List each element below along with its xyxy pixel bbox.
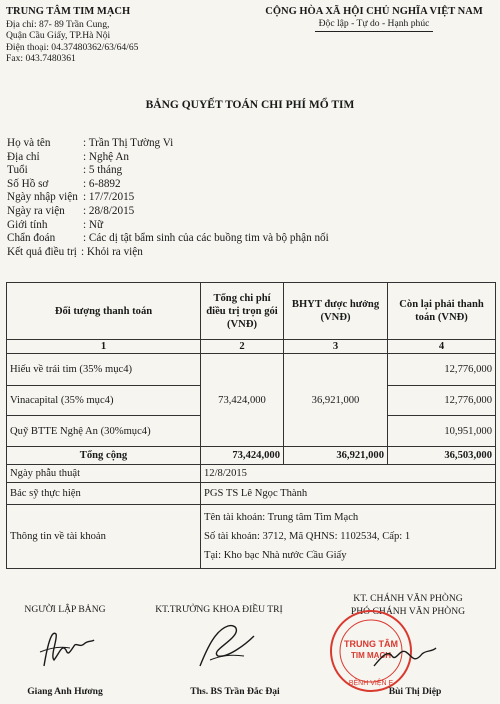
patient-row xyxy=(7,246,329,260)
patient-label: Số Hồ sơ xyxy=(7,177,49,190)
office-title2: PHÓ CHÁNH VĂN PHÒNG xyxy=(350,606,466,617)
surgery-date-value: 12/8/2015 xyxy=(201,465,496,483)
patient-label: Ngày nhập viện xyxy=(7,191,78,204)
payer-cell: Vinacapital (35% mục4) xyxy=(7,386,201,416)
remaining-cell: 12,776,000 xyxy=(388,354,496,386)
account-name: Tên tài khoản: Trung tâm Tim Mạch xyxy=(204,512,359,523)
nation-name: CỘNG HÒA XÃ HỘI CHỦ NGHĨA VIỆT NAM xyxy=(265,6,483,17)
surgery-date-row xyxy=(7,465,496,483)
account-bank: Tại: Kho bạc Nhà nước Cầu Giấy xyxy=(204,550,347,561)
payer-cell: Quỹ BTTE Nghệ An (30%mục4) xyxy=(7,416,201,447)
account-number: Số tài khoản: 3712, Mã QHNS: 1102534, Cấp: 1 xyxy=(204,531,411,542)
column-number: 3 xyxy=(284,340,388,354)
settlement-table xyxy=(6,282,496,569)
patient-label: Chẩn đoán xyxy=(7,232,56,245)
patient-value: : Trần Thị Tường Vi xyxy=(83,137,174,149)
surgery-date-label: Ngày phẫu thuật xyxy=(7,465,201,483)
total-label: Tổng cộng xyxy=(7,447,201,465)
patient-label: Kết quả điều trị xyxy=(7,245,77,258)
org-address-line1: Địa chỉ: 87- 89 Trần Cung, xyxy=(6,18,110,30)
doctor-label: Bác sỹ thực hiện xyxy=(7,483,201,505)
shared-total-cost: 73,424,000 xyxy=(201,354,284,447)
patient-label: Họ và tên xyxy=(7,137,51,149)
column-header: Còn lại phải thanh toán (VNĐ) xyxy=(388,283,496,340)
preparer-signature-icon xyxy=(36,622,96,672)
patient-row xyxy=(7,219,329,233)
remaining-cell: 12,776,000 xyxy=(388,386,496,416)
patient-value: : 6-8892 xyxy=(83,177,121,190)
patient-value: : 17/7/2015 xyxy=(83,191,135,204)
table-row xyxy=(7,354,496,386)
patient-row xyxy=(7,178,329,192)
column-number: 1 xyxy=(7,340,201,354)
head-name: Ths. BS Trần Đắc Đại xyxy=(190,686,280,697)
table-header-row xyxy=(7,283,496,340)
org-phone: Điện thoại: 04.37480362/63/64/65 xyxy=(6,41,139,53)
total-row xyxy=(7,447,496,465)
patient-row xyxy=(7,205,329,219)
account-label: Thông tin về tài khoản xyxy=(7,505,201,569)
column-number-row xyxy=(7,340,496,354)
column-header: Tổng chi phí điều trị trọn gói (VNĐ) xyxy=(201,283,284,340)
office-name: Bùi Thị Diệp xyxy=(388,686,442,697)
patient-row xyxy=(7,164,329,178)
patient-value: : 5 tháng xyxy=(83,164,123,177)
head-title: KT.TRƯỞNG KHOA ĐIỀU TRỊ xyxy=(155,604,283,615)
patient-value: : Khỏi ra viện xyxy=(81,245,143,258)
stamp-text-bottom: BỆNH VIỆN E xyxy=(348,680,394,687)
preparer-name: Giang Anh Hương xyxy=(27,686,103,697)
office-title1: KT. CHÁNH VĂN PHÒNG xyxy=(353,593,463,604)
column-number: 4 xyxy=(388,340,496,354)
doctor-row xyxy=(7,483,496,505)
column-header: Đối tượng thanh toán xyxy=(7,283,201,340)
preparer-title: NGƯỜI LẬP BẢNG xyxy=(24,604,106,615)
org-fax: Fax: 043.7480361 xyxy=(6,53,76,65)
org-address-line2: Quận Cầu Giấy, TP.Hà Nội xyxy=(6,30,111,42)
payer-cell: Hiếu về trái tim (35% mục4) xyxy=(7,354,201,386)
shared-insurance: 36,921,000 xyxy=(284,354,388,447)
patient-label: Tuổi xyxy=(7,164,28,177)
patient-row xyxy=(7,151,329,165)
patient-value: : Nghệ An xyxy=(83,150,129,163)
document-title: BẢNG QUYẾT TOÁN CHI PHÍ MỔ TIM xyxy=(145,99,355,111)
nation-header xyxy=(254,6,494,32)
patient-row xyxy=(7,191,329,205)
column-header: BHYT được hưởng (VNĐ) xyxy=(284,283,388,340)
patient-label: Ngày ra viện xyxy=(7,204,65,217)
org-header xyxy=(6,6,138,65)
patient-info xyxy=(7,137,329,259)
org-name: TRUNG TÂM TIM MẠCH xyxy=(6,6,131,17)
patient-label: Giới tính xyxy=(7,218,48,231)
total-remaining: 36,503,000 xyxy=(388,447,496,465)
patient-row xyxy=(7,137,329,151)
patient-value: : 28/8/2015 xyxy=(83,204,135,217)
total-cost: 73,424,000 xyxy=(201,447,284,465)
nation-motto: Độc lập - Tự do - Hạnh phúc xyxy=(318,18,430,29)
patient-label: Địa chỉ xyxy=(7,150,40,163)
account-row xyxy=(7,505,496,569)
head-signature-icon xyxy=(188,616,268,676)
patient-value: : Các dị tật bẩm sinh của các buồng tim và bộ phận nối xyxy=(83,232,329,245)
total-insurance: 36,921,000 xyxy=(284,447,388,465)
account-details xyxy=(201,505,496,569)
office-signature-icon xyxy=(370,636,440,676)
doctor-value: PGS TS Lê Ngọc Thành xyxy=(201,483,496,505)
motto-underline xyxy=(315,31,433,32)
stamp-text-top: TRUNG TÂM xyxy=(344,639,398,649)
stamp-text-mid: TIM MẠCH xyxy=(351,651,391,660)
patient-value: : Nữ xyxy=(83,218,104,231)
remaining-cell: 10,951,000 xyxy=(388,416,496,447)
column-number: 2 xyxy=(201,340,284,354)
patient-row xyxy=(7,232,329,246)
